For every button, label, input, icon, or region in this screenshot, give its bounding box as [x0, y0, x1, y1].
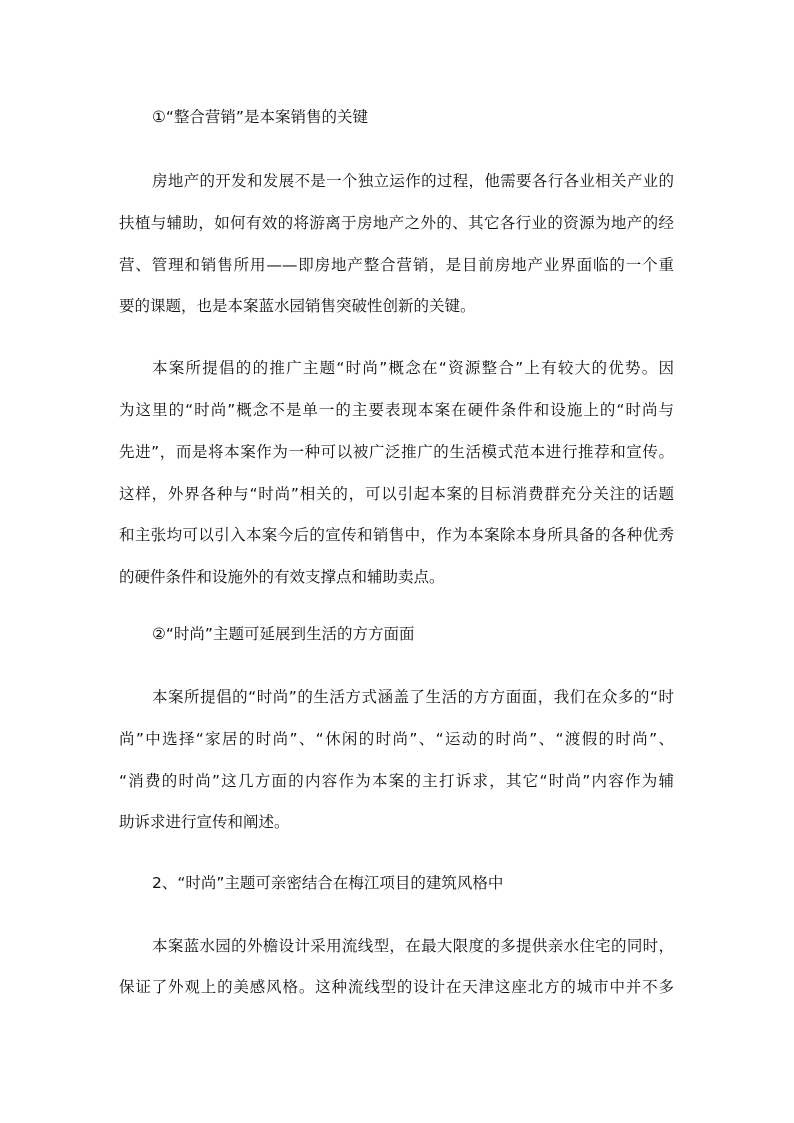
section-heading: ①“整合营销”是本案销售的关键	[152, 108, 368, 126]
paragraph-line: 这样，外界各种与“时尚”相关的，可以引起本案的目标消费群充分关注的话题	[119, 485, 674, 503]
paragraph-line: 保证了外观上的美感风格。这种流线型的设计在天津这座北方的城市中并不多	[119, 978, 674, 996]
paragraph-line: 营、管理和销售所用——即房地产整合营销，是目前房地产业界面临的一个重	[119, 256, 674, 274]
paragraph-line: 本案所提倡的的推广主题“时尚”概念在“资源整合”上有较大的优势。因	[152, 359, 674, 377]
paragraph-line: 为这里的“时尚”概念不是单一的主要表现本案在硬件条件和设施上的“时尚与	[119, 401, 674, 419]
paragraph-line: 要的课题，也是本案蓝水园销售突破性创新的关键。	[119, 297, 476, 315]
paragraph-line: 本案蓝水园的外檐设计采用流线型，在最大限度的多提供亲水住宅的同时，	[152, 937, 674, 955]
paragraph-line: 和主张均可以引入本案今后的宣传和销售中，作为本案除本身所具备的各种优秀	[119, 526, 674, 544]
paragraph-line: 本案所提倡的“时尚”的生活方式涵盖了生活的方方面面，我们在众多的“时	[152, 688, 674, 706]
paragraph-line: “消费的时尚”这几方面的内容作为本案的主打诉求，其它“时尚”内容作为辅	[119, 772, 674, 790]
section-heading: ②“时尚”主题可延展到生活的方方面面	[152, 625, 415, 643]
paragraph-line: 的硬件条件和设施外的有效支撑点和辅助卖点。	[119, 568, 445, 586]
paragraph-line: 尚”中选择“家居的时尚”、“休闲的时尚”、“运动的时尚”、“渡假的时尚”、	[119, 730, 674, 748]
paragraph-line: 扶植与辅助，如何有效的将游离于房地产之外的、其它各行业的资源为地产的经	[119, 214, 674, 232]
paragraph-line: 房地产的开发和发展不是一个独立运作的过程，他需要各行各业相关产业的	[152, 172, 674, 190]
paragraph-line: 助诉求进行宣传和阐述。	[119, 813, 290, 831]
paragraph-line: 先进”，而是将本案作为一种可以被广泛推广的生活模式范本进行推荐和宣传。	[119, 443, 674, 461]
section-heading: 2、“时尚”主题可亲密结合在梅江项目的建筑风格中	[152, 874, 504, 892]
